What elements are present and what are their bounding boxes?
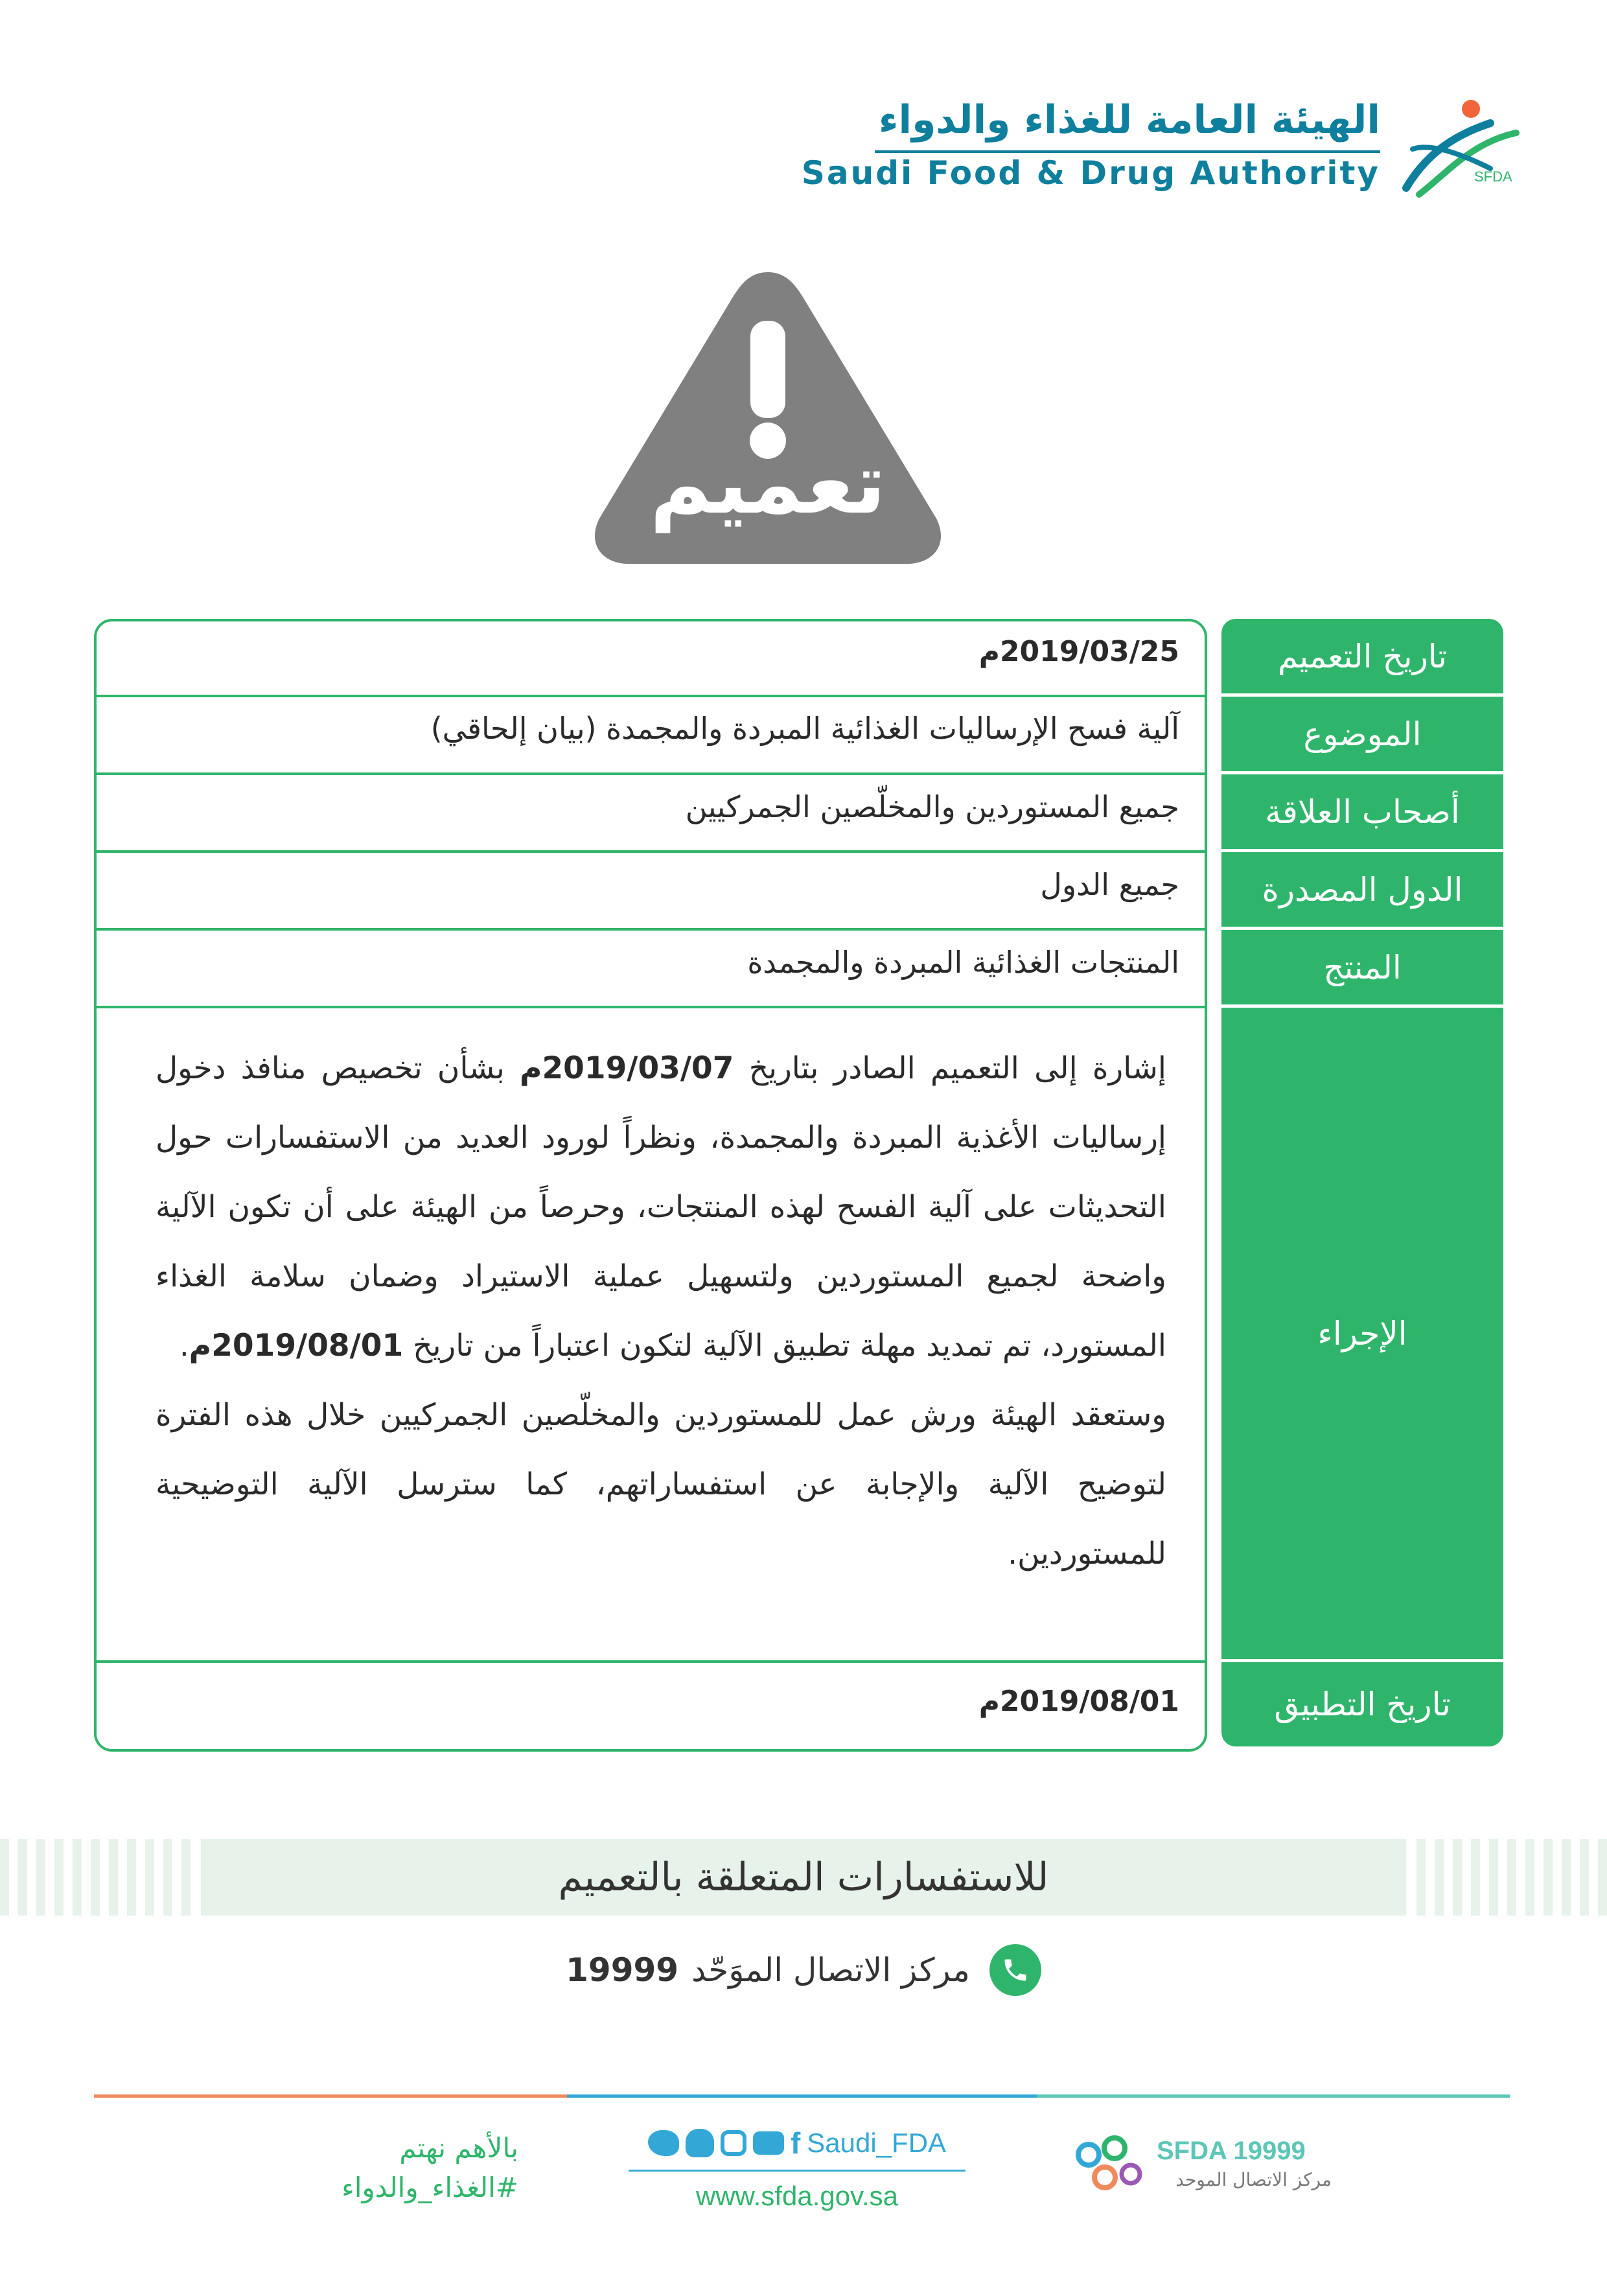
stakeholders-value: جميع المستوردين والمخلّصين الجمركيين	[685, 789, 1179, 824]
call-center-number: 19999	[566, 1951, 679, 1989]
snapchat-icon[interactable]	[686, 2129, 714, 2157]
application-date-value: 2019/08/01م	[978, 1685, 1179, 1718]
row-divider	[94, 695, 1205, 697]
label-exporting-countries: الدول المصدرة	[1221, 852, 1503, 927]
exporting-countries-value: جميع الدول	[1040, 867, 1179, 902]
phone-icon	[989, 1944, 1041, 1996]
procedure-text	[156, 1034, 1166, 1588]
product-value: المنتجات الغذائية المبردة والمجمدة	[747, 945, 1179, 980]
row-divider	[94, 928, 1205, 931]
footer-rule-teal	[1037, 2094, 1510, 2098]
subject-value: آلية فسح الإرساليات الغذائية المبردة والمجمدة (بيان إلحاقي)	[430, 711, 1179, 746]
row-divider	[94, 850, 1205, 853]
label-subject: الموضوع	[1221, 697, 1503, 771]
label-product: المنتج	[1221, 930, 1503, 1004]
footer-rule-orange	[94, 2094, 567, 2098]
slogan-text: بالأهم نهتم	[399, 2132, 518, 2164]
row-divider	[94, 772, 1205, 775]
youtube-icon[interactable]	[753, 2131, 784, 2155]
sfda-logo	[0, 0, 1607, 207]
social-block	[616, 2126, 978, 2212]
org-name-english: Saudi Food & Drug Authority	[801, 154, 1380, 192]
instagram-icon[interactable]	[721, 2130, 746, 2156]
call-center	[0, 1944, 1607, 1996]
label-circular-date: تاريخ التعميم	[1221, 619, 1503, 693]
inquiries-title: للاستفسارات المتعلقة بالتعميم	[558, 1855, 1049, 1900]
sfda-emblem-icon	[1393, 97, 1523, 201]
call-center-label: مركز الاتصال الموَحّد	[691, 1951, 970, 1989]
facebook-icon[interactable]: f	[790, 2126, 801, 2160]
slogan	[259, 2132, 518, 2203]
procedure-paragraph-1: إشارة إلى التعميم الصادر بتاريخ 2019/03/07م بشأن تخصيص منافذ دخول إرساليات الأغذية المبردة والمجمدة، ونظراً لورود العديد من الاستفسارات حول التحديثات على آلية الفسح لهذه المنتجات، وحرصاً من الهيئة على أن تكون الآلية واضحة لجميع المستوردين ولتسهيل عملية الاستيراد وضمان سلامة الغذاء المستورد، تم تمديد مهلة تطبيق الآلية لتكون اعتباراً من تاريخ 2019/08/01م.	[156, 1050, 1166, 1363]
twitter-icon[interactable]	[648, 2130, 679, 2156]
label-procedure: الإجراء	[1221, 1008, 1503, 1659]
call-center-logo-icon	[1069, 2129, 1147, 2200]
org-name-arabic: الهيئة العامة للغذاء والدواء	[878, 97, 1380, 143]
sfda-number: SFDA 19999	[1157, 2137, 1306, 2165]
row-divider	[94, 1660, 1205, 1663]
hashtag[interactable]: #الغذاء_والدواء	[341, 2172, 518, 2203]
logo-divider	[875, 150, 1380, 153]
label-application-date: تاريخ التطبيق	[1221, 1662, 1503, 1746]
circular-date-value: 2019/03/25م	[978, 635, 1179, 668]
inquiries-band	[0, 1839, 1607, 1916]
social-handle[interactable]: Saudi_FDA	[807, 2128, 947, 2158]
label-stakeholders: أصحاب العلاقة	[1221, 774, 1503, 849]
svg-text:SFDA: SFDA	[1474, 168, 1512, 185]
website-link[interactable]: www.sfda.gov.sa	[695, 2181, 899, 2211]
social-divider	[629, 2170, 965, 2172]
row-divider	[94, 1006, 1205, 1008]
label-column	[1221, 619, 1503, 1746]
unified-center-label: مركز الاتصال الموحد	[1175, 2169, 1332, 2190]
procedure-paragraph-2: وستعقد الهيئة ورش عمل للمستوردين والمخلّصين الجمركيين خلال هذه الفترة لتوضيح الآلية والإجابة عن استفساراتهم، كما سترسل الآلية التوضيحية للمستوردين.	[156, 1397, 1166, 1571]
footer-rule-blue	[567, 2094, 1037, 2098]
circular-badge-label: تعميم	[649, 434, 886, 533]
